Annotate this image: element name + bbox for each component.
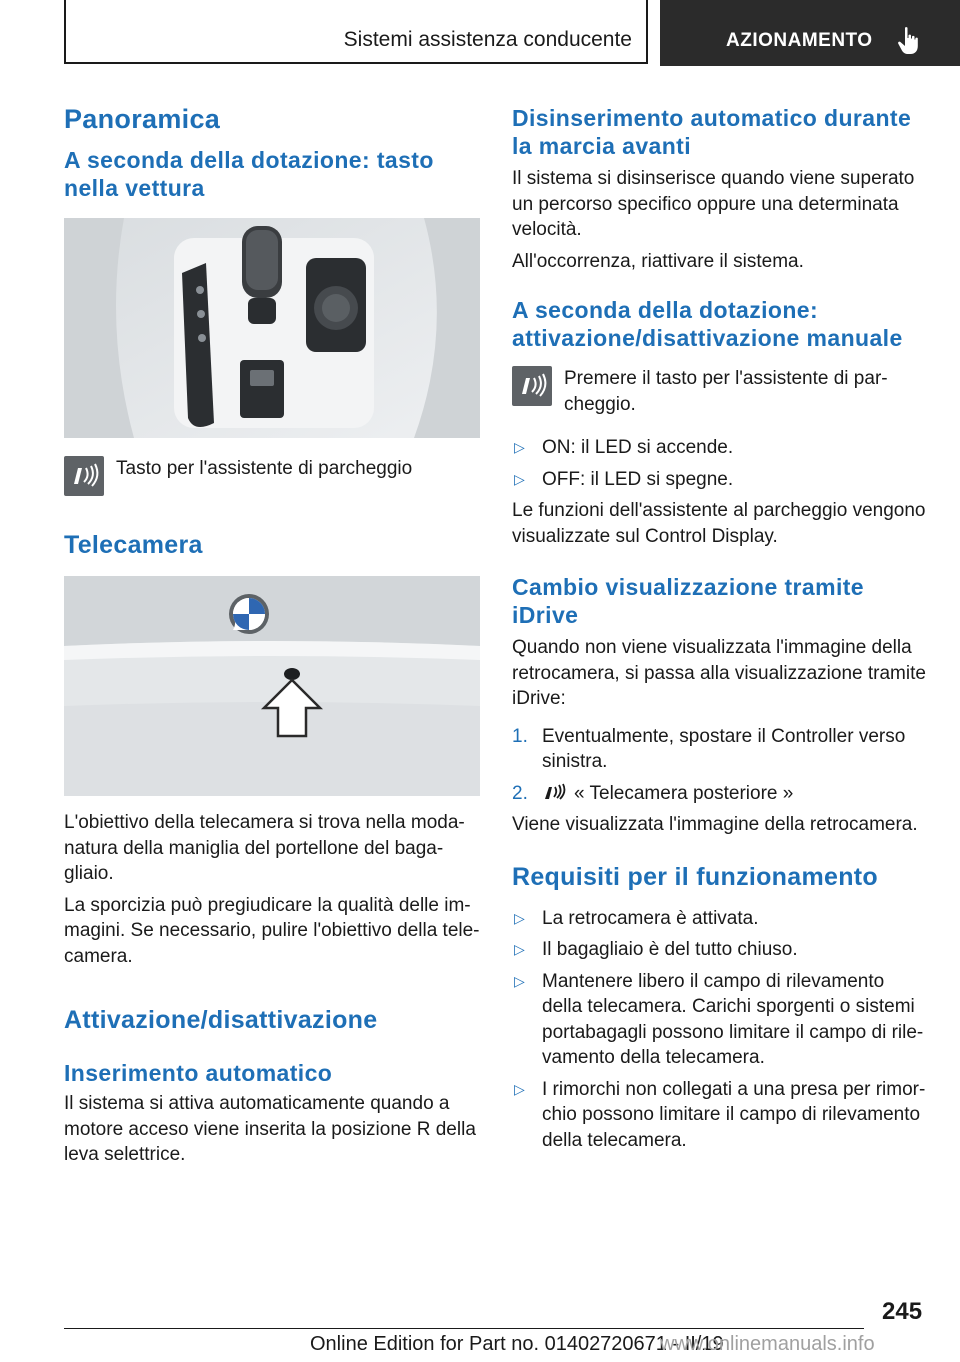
auto-activation-text: Il sistema si attiva automaticamente quando a motore acceso viene inserita la posizione R della leva selettrice. [64,1093,476,1165]
hand-pointer-icon [896,26,920,56]
button-caption: Tasto per l'assistente di parcheggio [116,458,413,479]
idrive-text: Quando non viene visualizzata l'immagine della retrocamera, si passa alla visualizzazione tramite iDrive: [512,637,926,709]
led-list [512,435,928,492]
triangle-bullet-icon: ▷ [514,972,525,989]
triangle-bullet-icon: ▷ [514,941,525,957]
camera-location-text: L'obiettivo della telecamera si trova nella moda-natura della maniglia del portellone del baga-gliaio. [64,812,465,884]
watermark-text: www.onlinemanuals.info [660,1333,875,1355]
list-item: ▷ La retrocamera è attivata. [512,906,928,932]
rear-camera-illustration [64,576,480,796]
list-item: ▷ ON: il LED si accende. [512,435,928,461]
functions-text: Le funzioni dell'assistente al parcheggio vengono visualizzate sul Control Display. [512,500,926,547]
triangle-bullet-icon: ▷ [514,470,525,487]
header-chapter-title: AZIONAMENTO [726,30,873,51]
triangle-bullet-icon: ▷ [514,439,525,455]
park-assist-button-icon [64,456,104,496]
list-item: ▷ Il bagagliaio è del tutto chiuso. [512,937,928,963]
heading-auto-deactivation: Disinserimento automatico durante la marcia avanti [512,105,912,159]
camera-menu-icon [542,783,568,801]
center-console-illustration [64,218,480,438]
footer-divider [64,1328,864,1329]
heading-activation: Attivazione/disattivazione [64,1006,378,1034]
right-column [512,96,928,1159]
park-assist-button-icon [512,366,552,406]
header-section-title: Sistemi assistenza conducente [343,28,632,51]
triangle-bullet-icon: ▷ [514,1080,525,1097]
left-column [64,96,480,1168]
console-photo [64,218,480,438]
requirements-list [512,906,928,1154]
list-item: 2. « Telecamera posteriore » [512,782,794,804]
triangle-bullet-icon: ▷ [514,909,525,926]
tailgate-photo [64,576,480,796]
heading-button-equipment: A seconda della dotazione: tasto nella vettura [64,147,434,201]
result-text: Viene visualizzata l'immagine della retrocamera. [512,814,918,835]
reactivate-text: All'occorrenza, riattivare il sistema. [512,250,804,272]
edition-text: Online Edition for Part no. 01402720671 - II/19 [310,1333,724,1355]
auto-deactivation-text: Il sistema si disinserisce quando viene superato un percorso specifico oppure una determinata velocità. [512,168,915,240]
page-header [0,0,960,66]
list-item: ▷ OFF: il LED si spegne. [512,467,928,493]
manual-press-row [512,366,928,417]
heading-manual-activation: A seconda della dotazione: attivazione/disattivazione manuale [512,297,903,351]
heading-requirements: Requisiti per il funzionamento [512,862,878,891]
heading-idrive: Cambio visualizzazione tramite iDrive [512,574,864,628]
idrive-steps [512,724,928,807]
heading-camera: Telecamera [64,531,203,559]
list-item: ▷ I rimorchi non collegati a una presa per rimor-chio possono limitare il campo di rilevamento della telecamera. [514,1078,926,1151]
heading-auto-activation: Inserimento automatico [64,1060,333,1086]
list-item: ▷ Mantenere libero il campo di rilevamento della telecamera. Carichi sporgenti o sistemi portabagagli possono limitare il campo di rile-vamento della telecamera. [514,970,924,1068]
list-item: 1. Eventualmente, spostare il Controller verso sinistra. [512,725,906,772]
header-section-box [64,0,648,64]
manual-press-text: Premere il tasto per l'assistente di par-cheggio. [564,368,888,415]
camera-cleaning-text: La sporcizia può pregiudicare la qualità delle im-magini. Se necessario, pulire l'obiettivo della tele-camera. [64,894,480,967]
page-number: 245 [882,1298,923,1325]
header-chapter-box [660,0,960,66]
heading-overview: Panoramica [64,104,221,134]
button-caption-row [64,456,480,496]
